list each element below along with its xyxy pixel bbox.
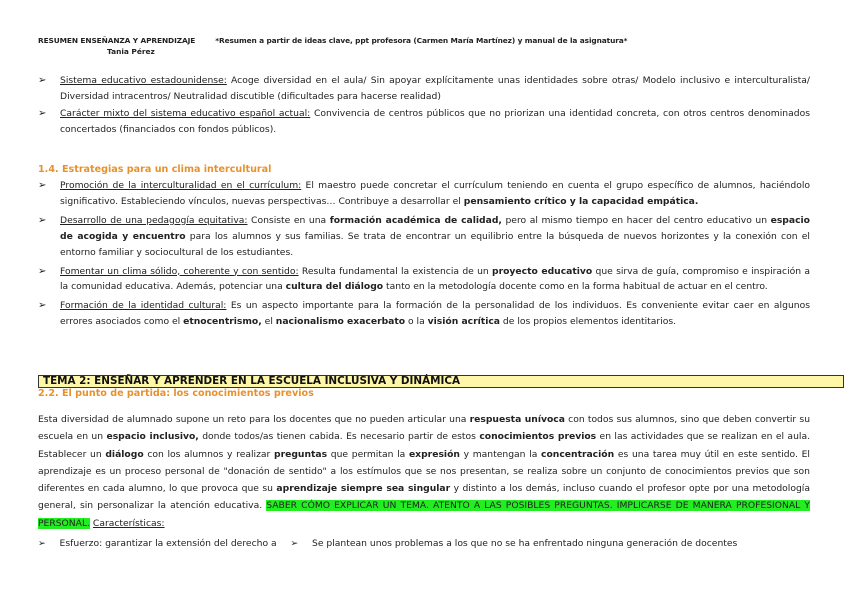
item-bold: nacionalismo exacerbato — [275, 316, 406, 328]
item-text: o la — [405, 316, 428, 328]
para-text: con todos sus alumnos, sino que deben convertir su escuela en un — [38, 414, 811, 443]
item-bold: pensamiento crítico y la capacidad empática. — [463, 195, 699, 207]
item-text: para los alumnos y sus familias. Se trata de encontrar un equilibrio entre la búsqueda de nuevos horizontes y la conexión con el entorno familiar y sociocultural de los estudiantes. — [60, 230, 810, 258]
item-text: que sirva de guía, compromiso e inspiración a la comunidad educativa. Además, potenciar una — [60, 265, 811, 293]
item-text: Convivencia de centros públicos que no priorizan una identidad concreta, con otros centros denominados concertados (financiados con fondos públicos). — [60, 108, 811, 135]
arrow-bullet-icon: ➢ — [38, 108, 47, 119]
item-text: el — [261, 316, 276, 328]
item-text: tanto en la metodología docente como en la forma habitual de actuar en el centro. — [383, 281, 768, 293]
item-bold: visión acrítica — [427, 316, 500, 328]
doc-header — [38, 36, 627, 45]
item-lead: Sistema educativo estadounidense: — [60, 75, 227, 86]
item-text: Resulta fundamental la existencia de un — [298, 265, 493, 277]
para-bold: expresión — [408, 448, 460, 460]
para-bold: concentración — [541, 448, 615, 460]
top-list — [38, 73, 810, 138]
item-lead: Fomentar un clima sólido, coherente y con sentido: — [60, 265, 299, 277]
item-bold: proyecto educativo — [492, 265, 593, 277]
para-bold: aprendizaje siempre sea singular — [276, 483, 451, 495]
item-text: pero al mismo tiempo en hacer del centro educativo un — [501, 214, 771, 226]
para-text: es una tarea muy útil en este sentido. El aprendizaje es un proceso personal de "donación de sentido" a los estímulos que se nos presentan, se realiza sobre un conjunto de conocimientos previos que son diferentes en cada alumno, lo que provoca que su — [38, 448, 810, 495]
arrow-bullet-icon: ➢ — [38, 180, 47, 191]
item-lead: Carácter mixto del sistema educativo español actual: — [60, 108, 311, 119]
para-bold: respuesta unívoca — [469, 414, 565, 425]
caracteristicas-label: Características: — [92, 517, 165, 529]
highlighted-text: SABER CÓMO EXPLICAR UN TEMA. ATENTO A LAS POSIBLES PREGUNTAS. IMPLICARSE DE MANERA PROFESIONAL Y PERSONAL. — [38, 500, 810, 529]
doc-author: Tania Pérez — [107, 47, 155, 56]
para-text: con los alumnos y realizar — [143, 448, 275, 460]
doc-header-note: *Resumen a partir de ideas clave, ppt profesora (Carmen María Martínez) y manual de la asignatura* — [215, 36, 628, 45]
para-bold: conocimientos previos — [479, 431, 597, 443]
arrow-bullet-icon: ➢ — [38, 300, 47, 312]
item-lead: Formación de la identidad cultural: — [60, 300, 227, 312]
doc-title: RESUMEN ENSEÑANZA Y APRENDIZAJE — [38, 36, 196, 45]
list-item — [38, 298, 810, 330]
list-item — [38, 106, 810, 138]
list-item: Esfuerzo: garantizar la extensión del derecho a — [59, 538, 277, 549]
list-item: Se plantean unos problemas a los que no se ha enfrentado ninguna generación de docentes — [312, 538, 738, 549]
item-bold: espacio de acogida y encuentro — [60, 214, 810, 242]
para-text: en las actividades que se realizan en el aula. Establecer un — [38, 431, 810, 460]
para-bold: diálogo — [105, 448, 144, 460]
para-bold: espacio inclusivo, — [106, 431, 199, 443]
body-paragraph — [38, 411, 810, 532]
para-text: y distinto a los demás, incluso cuando el profesor opte por una metodología general, sin personalizar la atención educativa. — [38, 483, 810, 512]
item-bold: cultura del diálogo — [285, 281, 384, 293]
chapter-title-box: TEMA 2: ENSEÑAR Y APRENDER EN LA ESCUELA INCLUSIVA Y DINÁMICA — [38, 375, 844, 388]
list-item — [38, 213, 810, 261]
list-item — [38, 73, 810, 105]
para-text: que permitan la — [327, 448, 409, 460]
item-text: de los propios elementos identitarios. — [500, 316, 677, 328]
para-text: Esta diversidad de alumnado supone un reto para los docentes que no pueden articular una — [38, 414, 470, 425]
item-lead: Desarrollo de una pedagogía equitativa: — [60, 214, 248, 226]
item-text: Acoge diversidad en el aula/ Sin apoyar explícitamente unas identidades sobre otras/ Modelo inclusivo e interculturalista/ Diversidad intracentros/ Neutralidad discutible (dificultades para hacerse realidad) — [60, 75, 810, 102]
two-column-bullets — [38, 538, 737, 549]
list-item — [38, 264, 810, 296]
item-text: El maestro puede concretar el currículum teniendo en cuenta el grupo específico de alumnos, haciéndolo significativo. Estableciendo vínculos, nuevas perspectivas… Contribuye a desarrollar el — [60, 180, 810, 207]
arrow-bullet-icon: ➢ — [38, 538, 46, 549]
section-14-list — [38, 178, 810, 330]
section-heading: 1.4. Estrategias para un clima intercultural — [38, 164, 272, 175]
item-text: Consiste en una — [247, 214, 330, 226]
item-bold: formación académica de calidad, — [329, 214, 502, 226]
arrow-bullet-icon: ➢ — [38, 75, 47, 86]
arrow-bullet-icon: ➢ — [38, 265, 47, 277]
section-heading: 2.2. El punto de partida: los conocimientos previos — [38, 388, 314, 399]
para-text: y mantengan la — [459, 448, 542, 460]
arrow-bullet-icon: ➢ — [38, 214, 47, 226]
item-text: Es un aspecto importante para la formación de la personalidad de los individuos. Es conveniente evitar caer en algunos errores asociados como el — [60, 300, 810, 328]
item-lead: Promoción de la interculturalidad en el currículum: — [60, 180, 302, 191]
para-text: donde todos/as tienen cabida. Es necesario partir de estos — [198, 431, 480, 443]
list-item — [38, 178, 810, 210]
para-bold: preguntas — [274, 448, 328, 460]
item-bold: etnocentrismo, — [183, 316, 262, 328]
arrow-bullet-icon: ➢ — [290, 538, 299, 549]
